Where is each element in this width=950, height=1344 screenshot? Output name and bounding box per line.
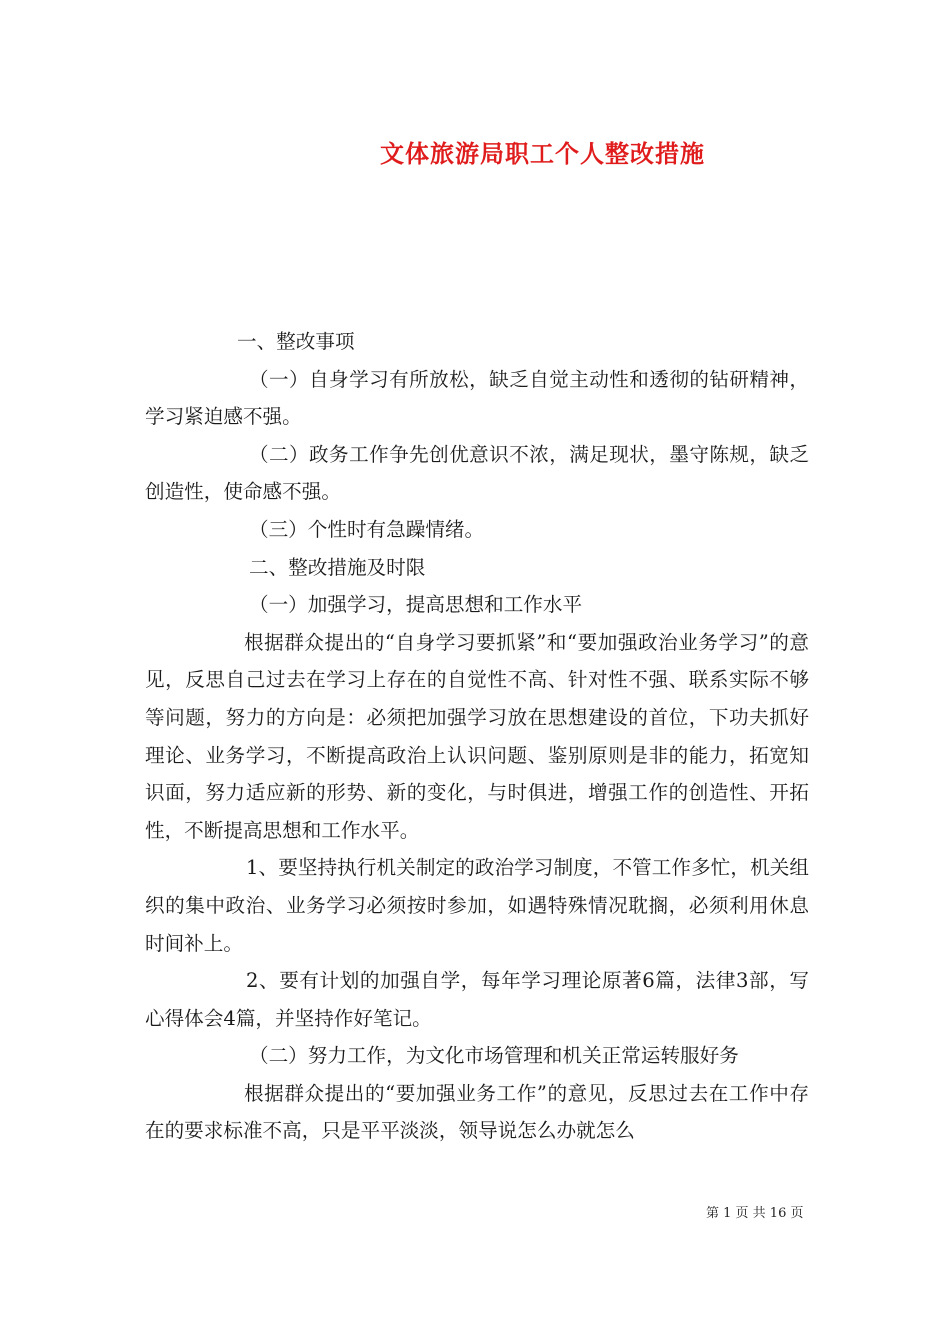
document-body — [145, 323, 809, 1150]
item-paragraph: （二）政务工作争先创优意识不浓，满足现状，墨守陈规，缺乏创造性，使命感不强。 — [145, 442, 809, 504]
subsection-heading: （二）努力工作，为文化市场管理和机关正常运转服好务 — [249, 1044, 739, 1068]
document-title: 文体旅游局职工个人整改措施 — [380, 139, 705, 168]
item-paragraph: （一）自身学习有所放松，缺乏自觉主动性和透彻的钻研精神，学习紧迫感不强。 — [145, 367, 809, 429]
section-heading-rectification-items: 一、整改事项 — [237, 330, 355, 353]
item-paragraph: （三）个性时有急躁情绪。 — [249, 517, 485, 541]
page-number-footer: 第 1 页 共 16 页 — [706, 1206, 804, 1221]
body-paragraph: 根据群众提出的“自身学习要抓紧”和“要加强政治业务学习”的意见，反思自己过去在学习上存在的自觉性不高、针对性不强、联系实际不够等问题，努力的方向是：必须把加强学习放在思想建设的首位，下功夫抓好理论、业务学习，不断提高政治上认识问题、鉴别原则是非的能力，拓宽知识面，努力适应新的形势、新的变化，与时俱进，增强工作的创造性、开拓性，不断提高思想和工作水平。 — [145, 630, 809, 842]
body-paragraph: 根据群众提出的“要加强业务工作”的意见，反思过去在工作中存在的要求标准不高，只是平平淡淡，领导说怎么办就怎么 — [145, 1081, 809, 1143]
section-heading-measures: 二、整改措施及时限 — [249, 555, 426, 579]
numbered-paragraph: 1、要坚持执行机关制定的政治学习制度，不管工作多忙，机关组织的集中政治、业务学习必须按时参加，如遇特殊情况耽搁，必须利用休息时间补上。 — [145, 856, 809, 955]
numbered-paragraph: 2、要有计划的加强自学，每年学习理论原著6篇，法律3部，写心得体会4篇，并坚持作好笔记。 — [145, 969, 809, 1030]
subsection-heading: （一）加强学习，提高思想和工作水平 — [249, 593, 583, 617]
